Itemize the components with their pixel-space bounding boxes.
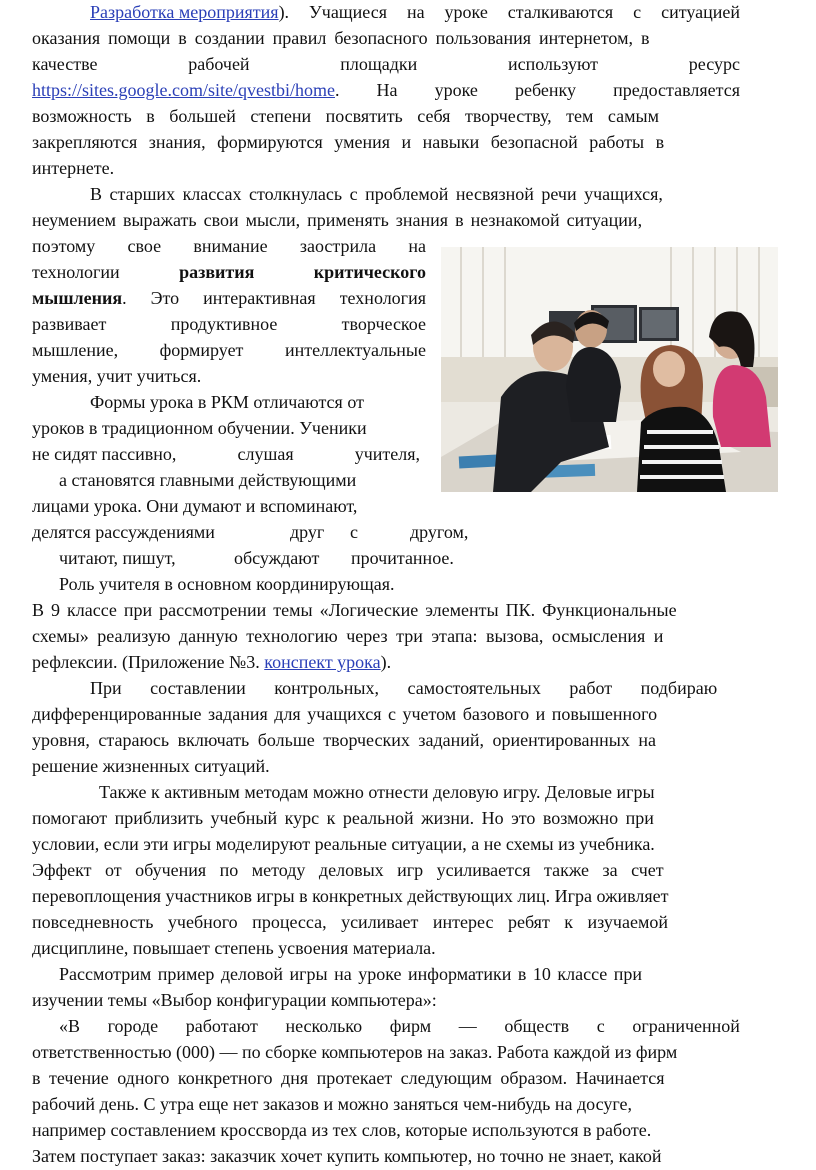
text-line: рефлексии. (Приложение №3. конспект урока). [32, 652, 392, 672]
text-line: При составлении контрольных, самостоятельных работ подбираю [90, 678, 718, 698]
text-line: например составлением кроссворда из тех слов, которые используются в работе. [32, 1120, 652, 1140]
text-line: мышление, формирует интеллектуальные [32, 340, 426, 360]
text-line: Рассмотрим пример деловой игры на уроке информатики в 10 классе при [59, 964, 643, 984]
lesson-plan-link[interactable]: конспект урока [264, 652, 381, 672]
text-line: Разработка мероприятия). Учащиеся на уроке сталкиваются с ситуацией [90, 0, 740, 26]
resource-url-link[interactable]: https://sites.google.com/site/qvestbi/home [32, 80, 335, 100]
text-line: «В городе работают несколько фирм — обществ с ограниченной [59, 1016, 740, 1036]
text-line: в течение одного конкретного дня протекает следующим образом. Начинается [32, 1068, 665, 1088]
text-line: https://sites.google.com/site/qvestbi/home. На уроке ребенку предоставляется [32, 78, 740, 104]
text-line: мышления. Это интерактивная технология [32, 286, 426, 312]
text-line: Формы урока в РКМ отличаются от [90, 392, 364, 412]
text-line: схемы» реализую данную технологию через три этапа: вызова, осмысления и [32, 626, 664, 646]
text-line: В старших классах столкнулась с проблемой несвязной речи учащихся, [90, 184, 663, 204]
text-line: а становятся главными действующими [59, 470, 357, 490]
text-line: В 9 классе при рассмотрении темы «Логические элементы ПК. Функциональные [32, 600, 677, 620]
text-line: технологии развития критического [32, 262, 426, 282]
classroom-photo-illustration [441, 247, 778, 492]
text-line: интернете. [32, 158, 115, 178]
text-line: умения, учит учиться. [32, 366, 202, 386]
text-line: повседневность учебного процесса, усиливает интерес ребят к изучаемой [32, 912, 668, 932]
text-line: помогают приблизить учебный курс к реальной жизни. Но это возможно при [32, 808, 654, 828]
text-line: делятся рассуждениями друг с другом, [32, 522, 469, 542]
text-line: развивает продуктивное творческое [32, 314, 426, 334]
text-line: закрепляются знания, формируются умения и навыки безопасной работы в [32, 132, 665, 152]
text-line: лицами урока. Они думают и вспоминают, [32, 496, 358, 516]
text-line: уровня, стараюсь включать больше творческих заданий, ориентированных на [32, 730, 656, 750]
text-line: возможность в большей степени посвятить себя творчеству, тем самым [32, 106, 659, 126]
text-line: перевоплощения участников игры в конкретных действующих лиц. Игра оживляет [32, 886, 669, 906]
text-segment: https://sites.google.com/site/qvestbi/home. [32, 80, 340, 100]
text-line: качестве рабочей площадки используют ресурс [32, 54, 740, 74]
text-line: изучении темы «Выбор конфигурации компьютера»: [32, 990, 437, 1010]
text-line: неумением выражать свои мысли, применять знания в незнакомой ситуации, [32, 210, 643, 230]
text-line: поэтому свое внимание заострила на [32, 236, 426, 256]
text-segment: Разработка мероприятия). [90, 2, 290, 22]
text-line: дифференцированные задания для учащихся с учетом базового и повышенного [32, 704, 658, 724]
text-line: дисциплине, повышает степень усвоения материала. [32, 938, 436, 958]
text-line: Также к активным методам можно отнести деловую игру. Деловые игры [99, 782, 655, 802]
text-line: оказания помощи в создании правил безопасного пользования интернетом, в [32, 28, 650, 48]
text-line: читают, пишут, обсуждают прочитанное. [59, 548, 454, 568]
event-development-link[interactable]: Разработка мероприятия [90, 2, 279, 22]
text-line: Затем поступает заказ: заказчик хочет купить компьютер, но точно не знает, какой [32, 1146, 662, 1166]
classroom-photo [441, 247, 778, 492]
text-line: рабочий день. С утра еще нет заказов и можно заняться чем-нибудь на досуге, [32, 1094, 632, 1114]
text-segment: мышления. [32, 288, 127, 308]
text-line: Роль учителя в основном координирующая. [59, 574, 395, 594]
text-line: не сидят пассивно, слушая учителя, [32, 444, 420, 464]
text-line: ответственностью (000) — по сборке компьютеров на заказ. Работа каждой из фирм [32, 1042, 678, 1062]
text-line: уроков в традиционном обучении. Ученики [32, 418, 367, 438]
text-line: Эффект от обучения по методу деловых игр усиливается также за счет [32, 860, 664, 880]
text-line: условии, если эти игры моделируют реальные ситуации, а не схемы из учебника. [32, 834, 655, 854]
text-line: решение жизненных ситуаций. [32, 756, 270, 776]
